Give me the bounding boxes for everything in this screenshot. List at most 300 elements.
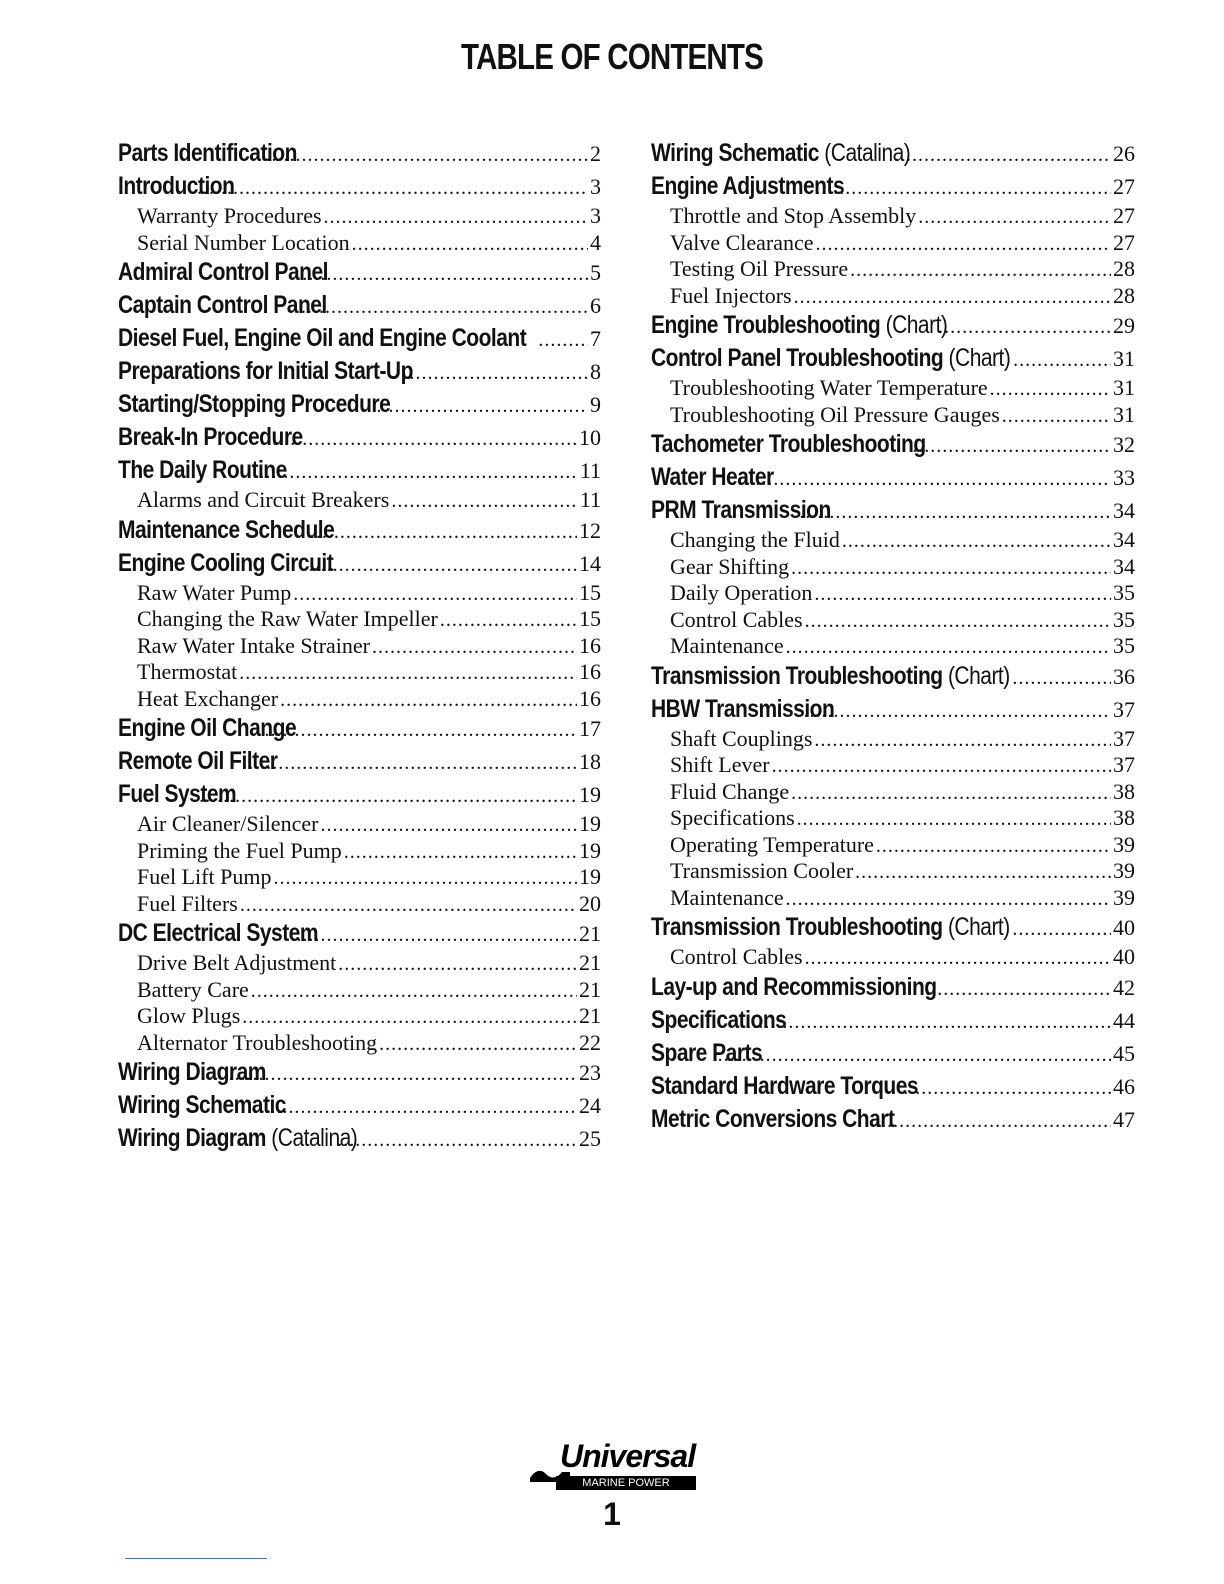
toc-subentry[interactable] <box>651 554 1135 581</box>
toc-entry-title <box>651 137 910 170</box>
toc-page-number: 19 <box>579 864 601 889</box>
dot-leader <box>242 747 577 780</box>
toc-page-number: 31 <box>1113 346 1135 371</box>
toc-entry-note: (Chart) <box>948 344 1011 372</box>
dot-leader <box>791 780 1111 807</box>
toc-entry-title-text: Admiral Control Panel <box>118 258 328 286</box>
dot-leader <box>918 204 1111 231</box>
toc-entry-title: Throttle and Stop Assembly <box>670 203 917 228</box>
toc-entry-title: Priming the Fuel Pump <box>137 837 342 863</box>
universal-logo <box>530 1440 698 1492</box>
toc-page-number: 21 <box>579 976 601 1002</box>
dot-leader <box>272 423 577 456</box>
toc-entry-title-text: Break-In Procedure <box>118 423 303 451</box>
toc-entry-title: Control Cables <box>670 606 803 632</box>
dot-leader <box>903 1072 1111 1105</box>
toc-entry[interactable] <box>118 745 601 778</box>
toc-page-number: 2 <box>590 141 601 166</box>
dot-leader <box>786 634 1111 661</box>
dot-leader <box>799 496 1111 529</box>
toc-subentry[interactable] <box>651 779 1135 806</box>
toc-page-number: 22 <box>579 1029 601 1055</box>
toc-entry[interactable] <box>118 547 601 580</box>
dot-leader <box>337 1124 577 1157</box>
toc-subentry[interactable] <box>118 950 601 977</box>
toc-page-number: 23 <box>579 1060 601 1085</box>
toc-entry-title <box>651 911 1010 944</box>
toc-entry-title: Shaft Couplings <box>670 725 813 751</box>
toc-page-number: 38 <box>1113 778 1135 804</box>
dot-leader <box>794 284 1111 311</box>
toc-subentry[interactable] <box>651 527 1135 554</box>
toc-page-number: 34 <box>1113 553 1135 579</box>
dot-leader <box>242 1004 577 1031</box>
toc-subentry[interactable] <box>118 203 601 230</box>
toc-page-number: 38 <box>1113 805 1135 830</box>
toc-page-number: 32 <box>1113 432 1135 457</box>
toc-page-number: 27 <box>1113 174 1135 199</box>
dot-leader <box>344 839 577 866</box>
toc-entry-title-text: Engine Adjustments <box>651 172 845 200</box>
toc-subentry[interactable] <box>651 607 1135 634</box>
toc-entry-title-text: Maintenance Schedule <box>118 515 335 544</box>
toc-page-number: 47 <box>1113 1106 1135 1132</box>
toc-page-number: 19 <box>579 782 601 807</box>
toc-entry[interactable] <box>118 289 601 322</box>
toc-entry[interactable] <box>118 454 601 487</box>
toc-subentry[interactable] <box>118 838 601 865</box>
toc-page-number: 6 <box>590 293 601 318</box>
toc-entry[interactable] <box>651 971 1135 1004</box>
dot-leader <box>193 780 577 813</box>
toc-page-number: 17 <box>579 716 601 741</box>
toc-entry-title <box>118 745 277 778</box>
toc-subentry[interactable] <box>118 811 601 838</box>
dot-leader <box>538 324 588 357</box>
dot-leader <box>191 172 588 205</box>
toc-entry-title: Maintenance <box>670 884 784 910</box>
toc-entry[interactable] <box>118 170 601 203</box>
dot-leader <box>240 892 577 919</box>
dot-leader <box>301 291 588 324</box>
toc-entry-title <box>651 971 937 1004</box>
dot-leader <box>1012 913 1111 946</box>
toc-left-column <box>118 137 601 1155</box>
toc-entry-title-text: DC Electrical System <box>118 919 319 947</box>
toc-entry-title: Serial Number Location <box>137 229 350 255</box>
toc-entry[interactable] <box>651 342 1135 375</box>
dot-leader <box>1012 662 1111 695</box>
dot-leader <box>253 456 577 489</box>
toc-entry[interactable] <box>118 256 601 289</box>
toc-subentry[interactable] <box>651 580 1135 607</box>
toc-subentry[interactable] <box>118 686 601 713</box>
toc-subentry[interactable] <box>118 1003 601 1030</box>
toc-subentry[interactable] <box>118 633 601 660</box>
toc-page-number: 21 <box>579 950 601 975</box>
toc-entry[interactable] <box>118 712 601 745</box>
toc-page-number: 5 <box>590 260 601 285</box>
toc-right-column <box>651 137 1135 1136</box>
toc-entry[interactable] <box>651 1070 1135 1103</box>
toc-entry-title-text: Engine Troubleshooting <box>651 311 881 339</box>
toc-entry-title <box>118 137 297 170</box>
dot-leader <box>1013 344 1111 377</box>
dot-leader <box>814 581 1111 608</box>
toc-page-number: 15 <box>579 606 601 631</box>
toc-page-number: 35 <box>1113 580 1135 605</box>
toc-page-number: 37 <box>1113 725 1135 751</box>
toc-entry[interactable] <box>118 1122 601 1155</box>
toc-entry-title: Heat Exchanger <box>137 685 279 711</box>
toc-page-number: 42 <box>1113 974 1135 1000</box>
toc-entry-title: Troubleshooting Oil Pressure Gauges <box>670 401 1000 427</box>
toc-entry-title <box>118 256 328 289</box>
toc-entry-title-text: Wiring Diagram <box>118 1058 266 1086</box>
toc-subentry[interactable] <box>651 805 1135 832</box>
toc-entry[interactable] <box>118 355 601 388</box>
toc-page-number: 34 <box>1113 527 1135 552</box>
toc-entry-title <box>651 1103 894 1136</box>
toc-entry-title: Maintenance <box>670 633 784 658</box>
toc-entry-title-text: Remote Oil Filter <box>118 747 278 775</box>
dot-leader <box>746 1006 1111 1039</box>
toc-entry-title <box>651 494 831 527</box>
toc-entry-title-text: Introduction <box>118 172 235 200</box>
page-number: 1 <box>603 1496 621 1532</box>
toc-entry-title-text: Parts Identification <box>118 139 297 167</box>
toc-entry-title <box>651 1037 762 1070</box>
toc-entry-title: Control Cables <box>670 944 803 969</box>
dot-leader <box>855 859 1111 886</box>
toc-entry-title-text: Diesel Fuel, Engine Oil and Engine Coolant <box>118 324 527 352</box>
toc-page-number: 35 <box>1113 633 1135 658</box>
dot-leader <box>377 390 589 423</box>
toc-page-number: 40 <box>1113 944 1135 969</box>
toc-page-number: 21 <box>579 921 601 946</box>
dot-leader <box>391 488 578 515</box>
dot-leader <box>251 978 577 1005</box>
toc-subentry[interactable] <box>651 726 1135 753</box>
toc-entry[interactable] <box>651 428 1135 461</box>
toc-page-number: 16 <box>579 659 601 684</box>
toc-entry-title <box>118 1122 357 1155</box>
toc-entry-title <box>118 1056 266 1089</box>
toc-entry[interactable] <box>118 917 601 950</box>
dot-leader <box>875 1105 1111 1138</box>
toc-page-number: 33 <box>1113 465 1135 490</box>
toc-entry-note: (Chart) <box>947 661 1010 690</box>
dot-leader <box>805 945 1111 972</box>
dot-leader <box>772 753 1111 780</box>
toc-page-number: 15 <box>579 579 601 605</box>
toc-subentry[interactable] <box>118 977 601 1004</box>
toc-page-number: 14 <box>579 550 601 576</box>
dot-leader <box>310 516 577 549</box>
toc-entry-title: Glow Plugs <box>137 1003 241 1028</box>
dot-leader <box>309 549 577 582</box>
toc-entry-title: Transmission Cooler <box>670 858 854 883</box>
dot-leader <box>291 919 577 952</box>
toc-page-number: 27 <box>1113 229 1135 255</box>
dot-leader <box>293 581 577 608</box>
toc-entry[interactable] <box>651 911 1135 944</box>
dot-leader <box>786 886 1111 913</box>
toc-page-number: 46 <box>1113 1073 1135 1099</box>
toc-page-number: 26 <box>1113 141 1135 166</box>
toc-page-number: 16 <box>579 632 601 658</box>
toc-subentry[interactable] <box>651 375 1135 402</box>
dot-leader <box>440 607 577 634</box>
toc-entry[interactable] <box>118 1056 601 1089</box>
toc-entry-title-text: Engine Oil Change <box>118 714 297 742</box>
toc-entry-note: (Catalina) <box>824 139 911 167</box>
toc-page-number: 10 <box>579 425 601 450</box>
toc-entry[interactable] <box>651 461 1135 494</box>
toc-subentry[interactable] <box>118 891 601 918</box>
toc-entry-note: (Chart) <box>947 913 1010 941</box>
toc-page-number: 12 <box>579 517 601 543</box>
toc-page-number: 3 <box>590 203 601 228</box>
dot-leader <box>925 973 1111 1006</box>
toc-entry-title-text: Transmission Troubleshooting <box>651 661 943 690</box>
footer-rule <box>125 1558 267 1559</box>
toc-page-number: 19 <box>579 837 601 863</box>
toc-entry-title <box>651 428 926 461</box>
toc-page-number: 16 <box>579 685 601 711</box>
toc-entry-title: Operating Temperature <box>670 831 874 857</box>
toc-entry-title: Thermostat <box>137 659 238 684</box>
toc-entry-title-text: Tachometer Troubleshooting <box>651 430 926 458</box>
toc-entry-title-text: The Daily Routine <box>118 456 287 484</box>
toc-entry-title <box>118 1089 286 1122</box>
toc-subentry[interactable] <box>118 487 601 514</box>
toc-entry-title-text: Wiring Schematic <box>118 1091 286 1119</box>
toc-page-number: 25 <box>579 1126 601 1151</box>
dot-leader <box>894 139 1111 172</box>
dot-leader <box>338 951 577 978</box>
toc-page-number: 37 <box>1113 696 1135 722</box>
toc-entry-note: (Catalina) <box>271 1124 358 1152</box>
toc-page-number: 34 <box>1113 498 1135 523</box>
toc-entry-title <box>118 712 296 745</box>
toc-page-number: 39 <box>1113 884 1135 910</box>
toc-page-number: 36 <box>1113 663 1135 689</box>
toc-subentry[interactable] <box>651 885 1135 912</box>
toc-entry-title: Fuel Injectors <box>670 282 792 308</box>
toc-entry-title-text: Preparations for Initial Start-Up <box>118 357 413 385</box>
toc-subentry[interactable] <box>118 864 601 891</box>
toc-entry-title-text: PRM Transmission <box>651 496 831 524</box>
toc-subentry[interactable] <box>118 230 601 257</box>
toc-entry-title: Raw Water Pump <box>137 579 292 605</box>
toc-entry-title-text: Standard Hardware Torques <box>651 1071 919 1100</box>
toc-subentry[interactable] <box>651 283 1135 310</box>
toc-entry-title <box>651 170 844 203</box>
toc-entry-title-text: Fuel System <box>118 780 237 808</box>
toc-subentry[interactable] <box>651 256 1135 283</box>
toc-entry-title <box>118 355 413 388</box>
dot-leader <box>239 660 577 687</box>
toc-page-number: 39 <box>1113 831 1135 857</box>
toc-entry[interactable] <box>651 494 1135 527</box>
toc-entry-title: Battery Care <box>137 976 249 1002</box>
toc-subentry[interactable] <box>118 659 601 686</box>
toc-page-number: 7 <box>590 326 601 351</box>
logo-tagline: MARINE POWER <box>556 1476 696 1490</box>
toc-entry-title <box>118 322 526 355</box>
toc-entry-title: Raw Water Intake Strainer <box>137 632 371 658</box>
toc-page-number: 39 <box>1113 858 1135 883</box>
toc-entry-title-text: Lay-up and Recommissioning <box>651 972 937 1001</box>
toc-subentry[interactable] <box>118 606 601 633</box>
toc-subentry[interactable] <box>651 402 1135 429</box>
dot-leader <box>320 812 577 839</box>
dot-leader <box>791 555 1111 582</box>
toc-entry-title <box>118 421 303 454</box>
toc-page-number: 18 <box>579 749 601 774</box>
toc-page-number: 11 <box>579 458 601 483</box>
toc-entry[interactable] <box>651 137 1135 170</box>
dot-leader <box>797 806 1111 833</box>
toc-entry-title: Changing the Fluid <box>670 527 840 552</box>
toc-entry[interactable] <box>651 309 1135 342</box>
toc-entry-title: Changing the Raw Water Impeller <box>137 606 438 631</box>
dot-leader <box>814 727 1111 754</box>
toc-entry-title: Specifications <box>670 805 795 830</box>
toc-entry-title <box>651 1004 786 1037</box>
toc-page-number: 37 <box>1113 752 1135 777</box>
toc-entry[interactable] <box>651 1103 1135 1136</box>
toc-subentry[interactable] <box>651 832 1135 859</box>
toc-entry[interactable] <box>651 1037 1135 1070</box>
dot-leader <box>842 528 1111 555</box>
toc-entry-title <box>651 660 1010 693</box>
toc-entry-title-text: Engine Cooling Circuit <box>118 548 334 577</box>
toc-page-number: 19 <box>579 811 601 836</box>
toc-page-number: 40 <box>1113 915 1135 940</box>
toc-subentry[interactable] <box>651 944 1135 971</box>
dot-leader <box>229 1058 577 1091</box>
toc-entry[interactable] <box>118 137 601 170</box>
toc-entry-title-text: HBW Transmission <box>651 694 835 723</box>
dot-leader <box>938 311 1111 344</box>
toc-entry[interactable] <box>118 1089 601 1122</box>
dot-leader <box>379 1031 577 1058</box>
toc-subentry[interactable] <box>651 633 1135 660</box>
toc-entry-title <box>118 388 390 421</box>
toc-entry-title: Testing Oil Pressure <box>670 256 849 281</box>
toc-entry-title: Fuel Filters <box>137 890 238 916</box>
toc-subentry[interactable] <box>651 752 1135 779</box>
toc-entry-title <box>651 309 947 342</box>
toc-entry-title <box>651 693 834 726</box>
toc-page-number: 31 <box>1113 375 1135 400</box>
toc-entry[interactable] <box>118 388 601 421</box>
toc-entry-title <box>118 917 318 950</box>
toc-page-number: 27 <box>1113 203 1135 228</box>
toc-entry-title <box>118 778 236 811</box>
toc-entry-title: Air Cleaner/Silencer <box>137 811 319 836</box>
toc-entry[interactable] <box>651 1004 1135 1037</box>
dot-leader <box>403 357 588 390</box>
toc-page-number: 11 <box>579 487 601 512</box>
toc-entry[interactable] <box>118 778 601 811</box>
toc-entry-title-text: Transmission Troubleshooting <box>651 913 943 941</box>
toc-entry-title-text: Specifications <box>651 1005 787 1034</box>
toc-entry-title: Valve Clearance <box>670 229 814 255</box>
toc-page-number: 35 <box>1113 606 1135 632</box>
dot-leader <box>815 172 1111 205</box>
toc-subentry[interactable] <box>118 1030 601 1057</box>
toc-entry[interactable] <box>118 514 601 547</box>
dot-leader <box>805 608 1111 635</box>
toc-entry-title <box>651 1070 918 1103</box>
toc-subentry[interactable] <box>118 580 601 607</box>
toc-entry-title: Alternator Troubleshooting <box>137 1029 378 1055</box>
toc-entry[interactable] <box>118 322 601 355</box>
toc-page-number: 44 <box>1113 1007 1135 1033</box>
toc-entry-title <box>651 342 1010 375</box>
dot-leader <box>718 1039 1111 1072</box>
toc-entry-title-text: Metric Conversions Chart <box>651 1104 895 1133</box>
toc-entry-title <box>118 454 287 487</box>
toc-page-number: 9 <box>590 392 601 417</box>
toc-entry-title-text: Control Panel Troubleshooting <box>651 344 944 372</box>
toc-page-number: 20 <box>579 890 601 916</box>
toc-entry-title <box>118 514 334 547</box>
toc-page-number: 28 <box>1113 282 1135 308</box>
dot-leader <box>816 231 1111 258</box>
logo-wordmark: Universal <box>560 1438 696 1474</box>
toc-subentry[interactable] <box>651 203 1135 230</box>
toc-entry-title <box>118 289 327 322</box>
toc-page-number: 4 <box>590 229 601 255</box>
toc-entry-title <box>651 461 774 494</box>
toc-subentry[interactable] <box>651 230 1135 257</box>
toc-entry-note: (Chart) <box>885 311 948 339</box>
toc-page-number: 8 <box>590 359 601 384</box>
toc-entry[interactable] <box>118 421 601 454</box>
dot-leader <box>990 376 1111 403</box>
dot-leader <box>372 634 577 661</box>
toc-entry-title: Gear Shifting <box>670 553 790 579</box>
toc-entry-title <box>118 547 333 580</box>
dot-leader <box>731 463 1111 496</box>
toc-page-number: 45 <box>1113 1040 1135 1066</box>
dot-leader <box>265 139 588 172</box>
toc-entry[interactable] <box>651 170 1135 203</box>
toc-page-number: 28 <box>1113 256 1135 281</box>
toc-entry[interactable] <box>651 660 1135 693</box>
toc-page-number: 31 <box>1113 401 1135 427</box>
toc-entry-title-text: Water Heater <box>651 463 774 491</box>
toc-entry-title: Fluid Change <box>670 778 790 804</box>
toc-entry-title <box>118 170 234 203</box>
toc-entry[interactable] <box>651 693 1135 726</box>
dot-leader <box>280 687 577 714</box>
dot-leader <box>850 257 1111 284</box>
dot-leader <box>324 204 588 231</box>
dot-leader <box>803 695 1111 728</box>
toc-entry-title-text: Wiring Schematic <box>651 139 819 167</box>
toc-page-number: 3 <box>590 174 601 199</box>
toc-entry-title-text: Captain Control Panel <box>118 291 327 319</box>
toc-subentry[interactable] <box>651 858 1135 885</box>
toc-entry-title: Troubleshooting Water Temperature <box>670 375 988 400</box>
page-title: TABLE OF CONTENTS <box>460 36 764 77</box>
dot-leader <box>302 258 588 291</box>
